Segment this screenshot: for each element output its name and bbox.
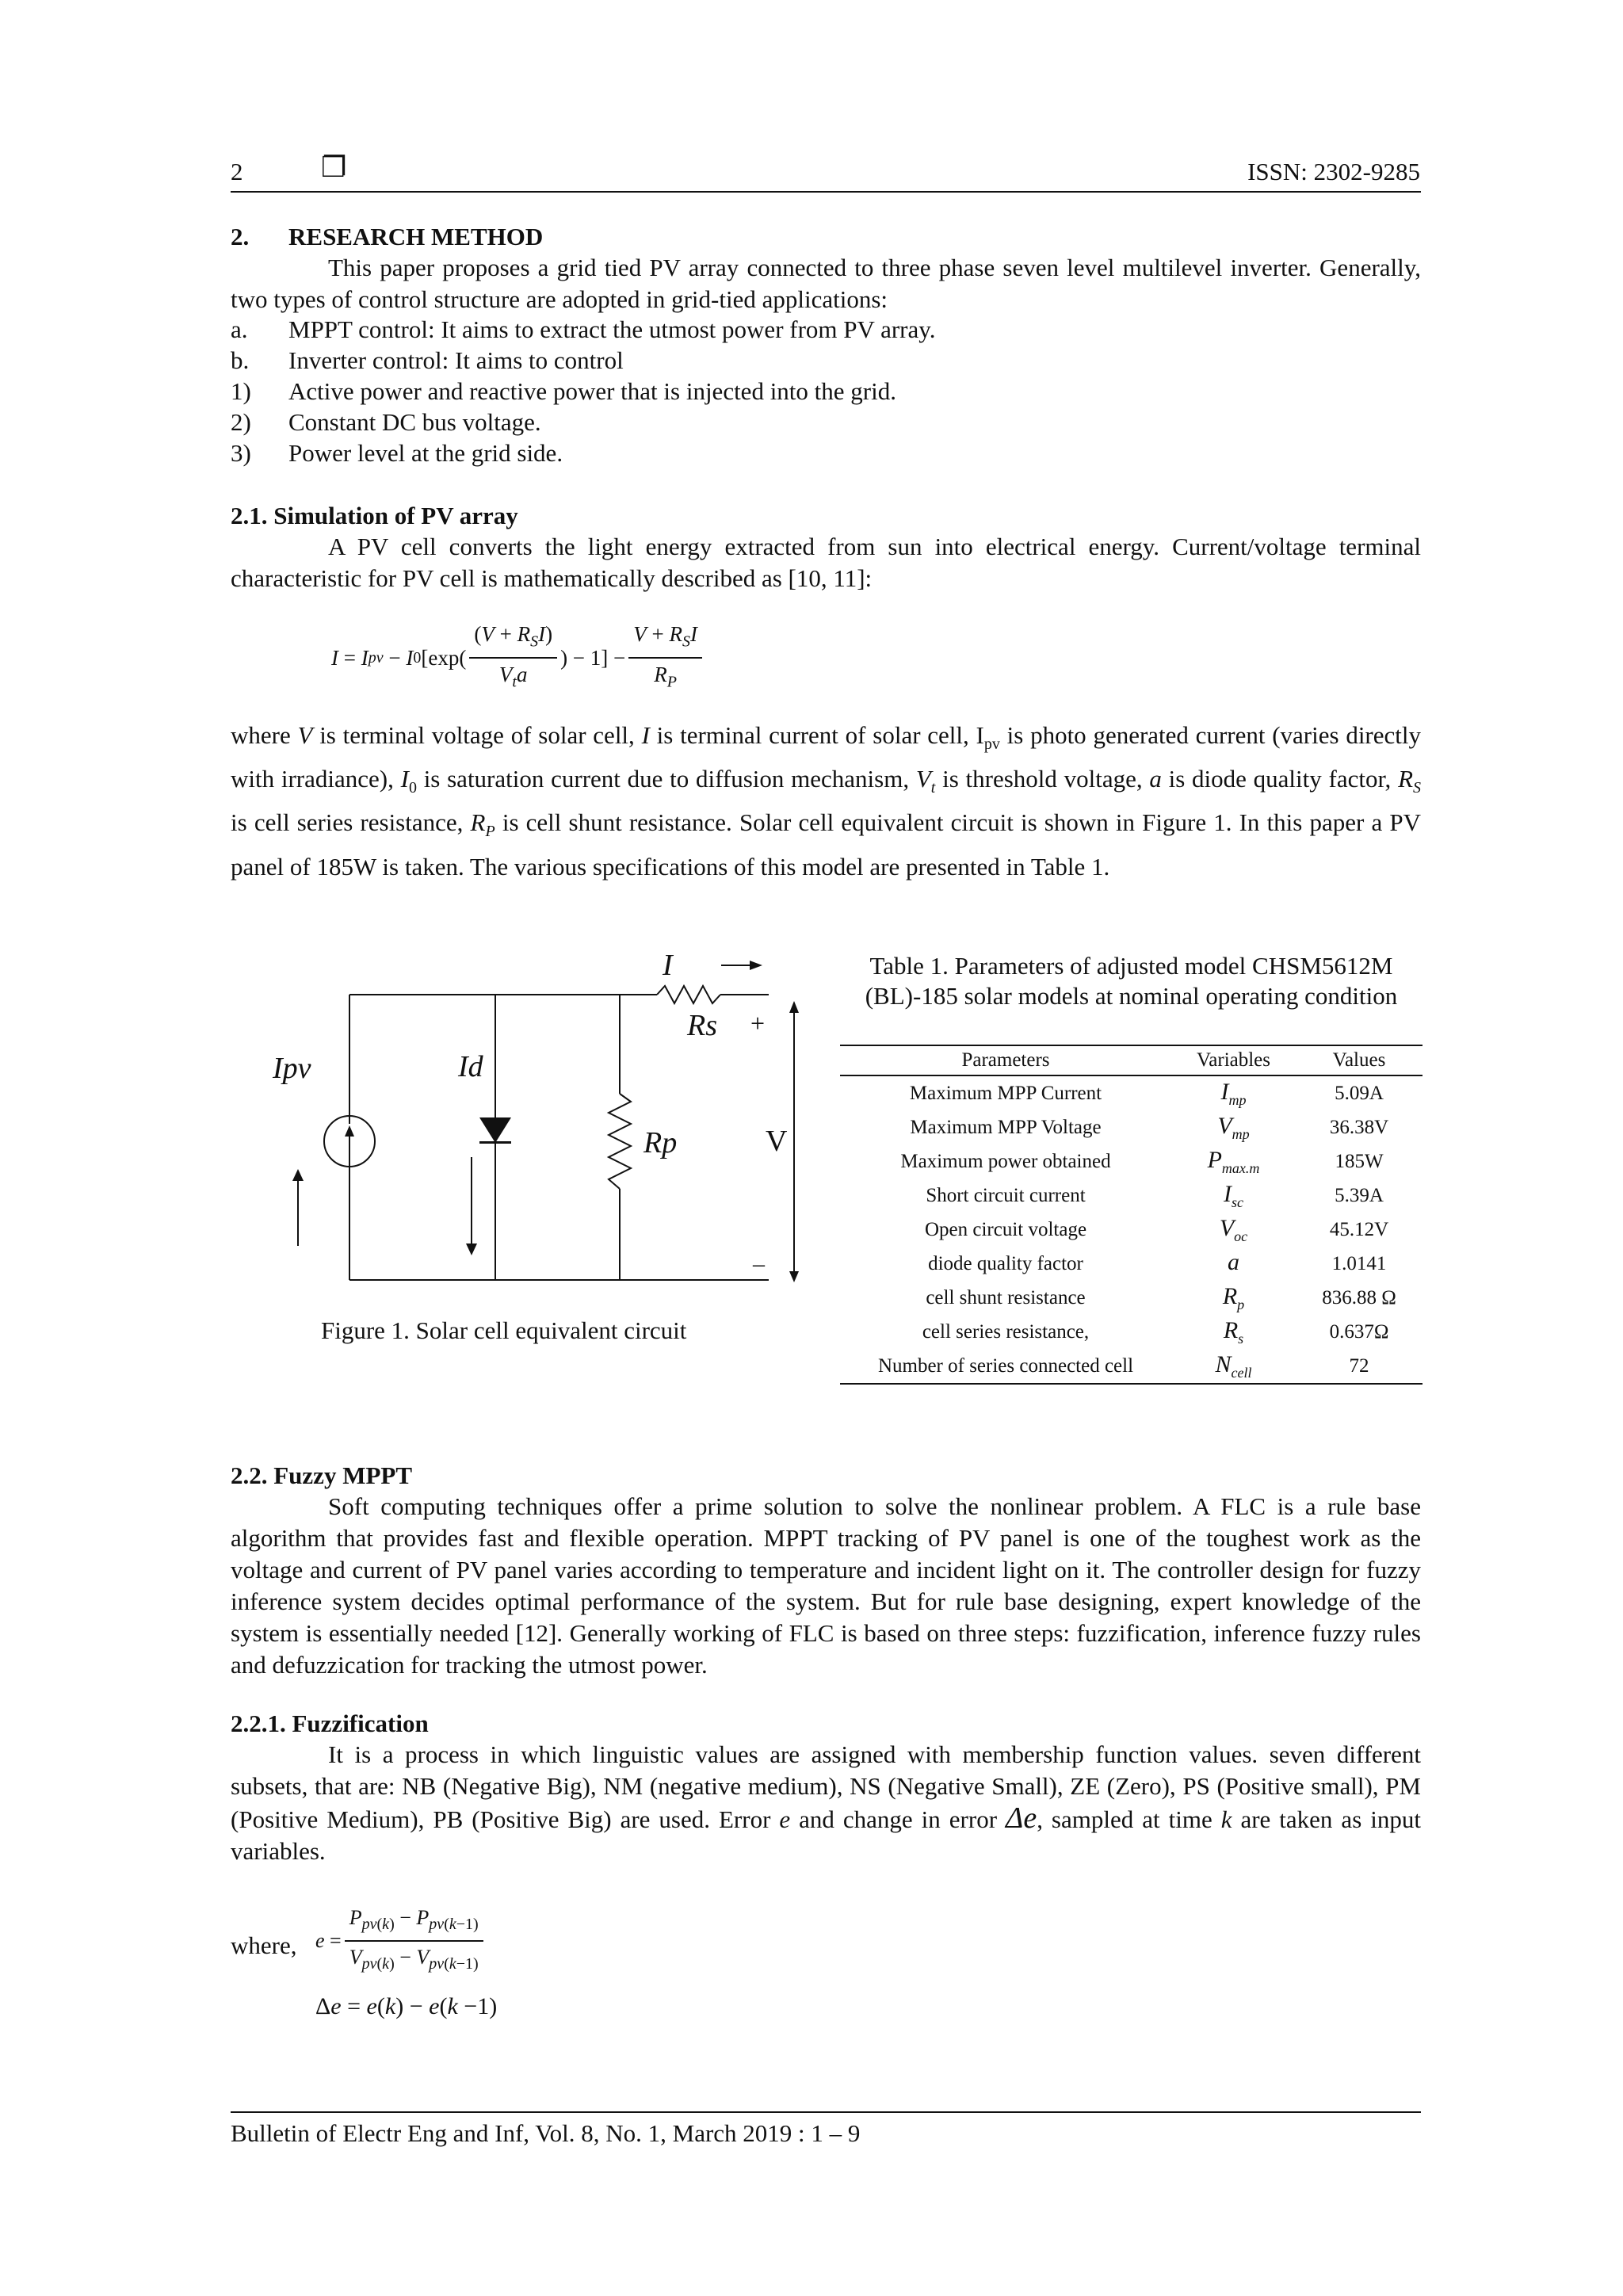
table-bottom-rule [840,1383,1423,1385]
table-header-row [840,1046,1423,1075]
list-item: 3) Power level at the grid side. [231,439,563,467]
label-minus: – [753,1251,765,1277]
column-header: Values [1296,1046,1423,1075]
subsection-title: 2.2. Fuzzy MPPT [231,1461,413,1489]
list-item: a. MPPT control: It aims to extract the utmost power from PV array. [231,315,936,343]
solar-cell-circuit [262,951,816,1300]
table-caption: Table 1. Parameters of adjusted model CHSM5612M (BL)-185 solar models at nominal operating condition [865,952,1398,1010]
table-row: cell series resistance, $R_s$ 0.637Ω [922,1316,1389,1347]
column-header: Parameters [840,1046,1171,1075]
i-arrow-head [750,961,762,970]
footer-rule [231,2111,1421,2113]
v-arrow-head-up [789,1001,799,1013]
list-item: 1) Active power and reactive power that is injected into the grid. [231,377,896,405]
label-plus: + [750,1009,766,1037]
section221-para: It is a process in which linguistic values are assigned with membership function values. seven different subsets, that are: NB (Negative Big), NM (negative medium), NS (Negative Small), ZE (Zero), PS (Positive small), PM (Positive Medium), PB (Positive Big) are used. Error e and change in error Δe, sampled at time k are taken as input variables. [231,1740,1421,1865]
where-label: where, [231,1931,297,1959]
issn: ISSN: 2302-9285 [1247,158,1420,185]
list-item: 2) Constant DC bus voltage. [231,408,541,436]
label-i: I [663,951,673,982]
section21-para: A PV cell converts the light energy extracted from sun into electrical energy. Current/voltage terminal characteristic for PV cell is mathematically described as [10, 11]: [231,533,1421,592]
parameters-table [840,1046,1423,1385]
section22-para: Soft computing techniques offer a prime solution to solve the nonlinear problem. A FLC is a rule base algorithm that provides fast and flexible operation. MPPT tracking of PV panel is one of the toughest work as the voltage and current of PV panel varies according to temperature and incident light on it. The controller design for fuzzy inference system decides optimal performance of the system. But for rule base designing, expert knowledge of the system is essentially needed [12]. Generally working of FLC is based on three steps: fuzzification, inference fuzzy rules and defuzzication for tracking the utmost power. [231,1492,1421,1679]
table-row: Maximum MPP Current $I_{mp}$ 5.09A [909,1078,1384,1108]
table-row: cell shunt resistance $R_p$ 836.88 Ω [926,1282,1396,1312]
subsection-title: 2.2.1. Fuzzification [231,1710,429,1737]
method-list [231,314,1421,468]
table-row: Short circuit current $I_{sc}$ 5.39A [926,1180,1384,1210]
table-row: Maximum MPP Voltage $V_{mp}$ 36.38V [910,1112,1389,1142]
equation-error: e = $\frac{P_{pv(k)} - P_{pv(k-1)}}{V_{pv(k)} - V_{pv(k-1)}}$ [315,1902,487,1980]
section-number: 2. [231,223,250,250]
footer-citation: Bulletin of Electr Eng and Inf, Vol. 8, No. 1, March 2019 : 1 – 9 [231,2119,861,2147]
table-row: diode quality factor a 1.0141 [928,1248,1387,1275]
label-rs: Rs [687,1009,717,1042]
table-row: Open circuit voltage $V_{oc}$ 45.12V [924,1214,1389,1244]
subsection-title: 2.1. Simulation of PV array [231,502,518,529]
section-title: RESEARCH METHOD [288,223,544,250]
rs-resistor [657,986,720,1003]
section2-intro: This paper proposes a grid tied PV array connected to three phase seven level multilevel inverter. Generally, two types of control structure are adopted in grid-tied applications: [231,254,1421,313]
table-row: Maximum power obtained $P_{max.m}$ 185W [900,1146,1384,1176]
label-ipv: Ipv [273,1052,311,1085]
label-v: V [766,1125,788,1158]
list-item: b. Inverter control: It aims to control [231,346,624,374]
header-box-icon: ❐ [321,151,347,184]
ipv-arrow-head [292,1169,304,1181]
table-row: Number of series connected cell $N_{cell}$ 72 [877,1350,1369,1381]
label-id: Id [458,1050,483,1083]
figure-caption: Figure 1. Solar cell equivalent circuit [321,1316,687,1344]
diode-bar [479,1141,511,1144]
label-rp: Rp [643,1126,678,1159]
id-arrow-head [466,1244,477,1255]
source-arrow-head [345,1125,354,1137]
diode-triangle [479,1117,511,1143]
page-number: 2 [231,158,243,185]
equation-delta-error: Δe = e(k) − e(k −1) [315,1993,498,2019]
equation-pv-current: I = I pv − I 0 [exp( $\frac{(V + R_SI)}{V_ta}$ ) − 1] − $\frac{V + R_SI}{R_P}$ [331,618,705,698]
header-rule [231,191,1421,193]
where-paragraph: where V is terminal voltage of solar cell, I is terminal current of solar cell, $I_{pv}$ is photo generated current (varies directly with irradiance), $I_0$ is saturation current due to diffusion mechanism, $V_t$ is threshold voltage, a is diode quality factor, $R_S$ is cell series resistance, $R_P$ is cell shunt resistance. Solar cell equivalent circuit is shown in Figure 1. In this paper a PV panel of 185W is taken. The various specifications of this model are presented in Table 1. [231,721,1422,881]
rp-resistor [609,1094,631,1189]
column-header: Variables [1171,1046,1296,1075]
v-arrow-head-down [789,1271,799,1282]
